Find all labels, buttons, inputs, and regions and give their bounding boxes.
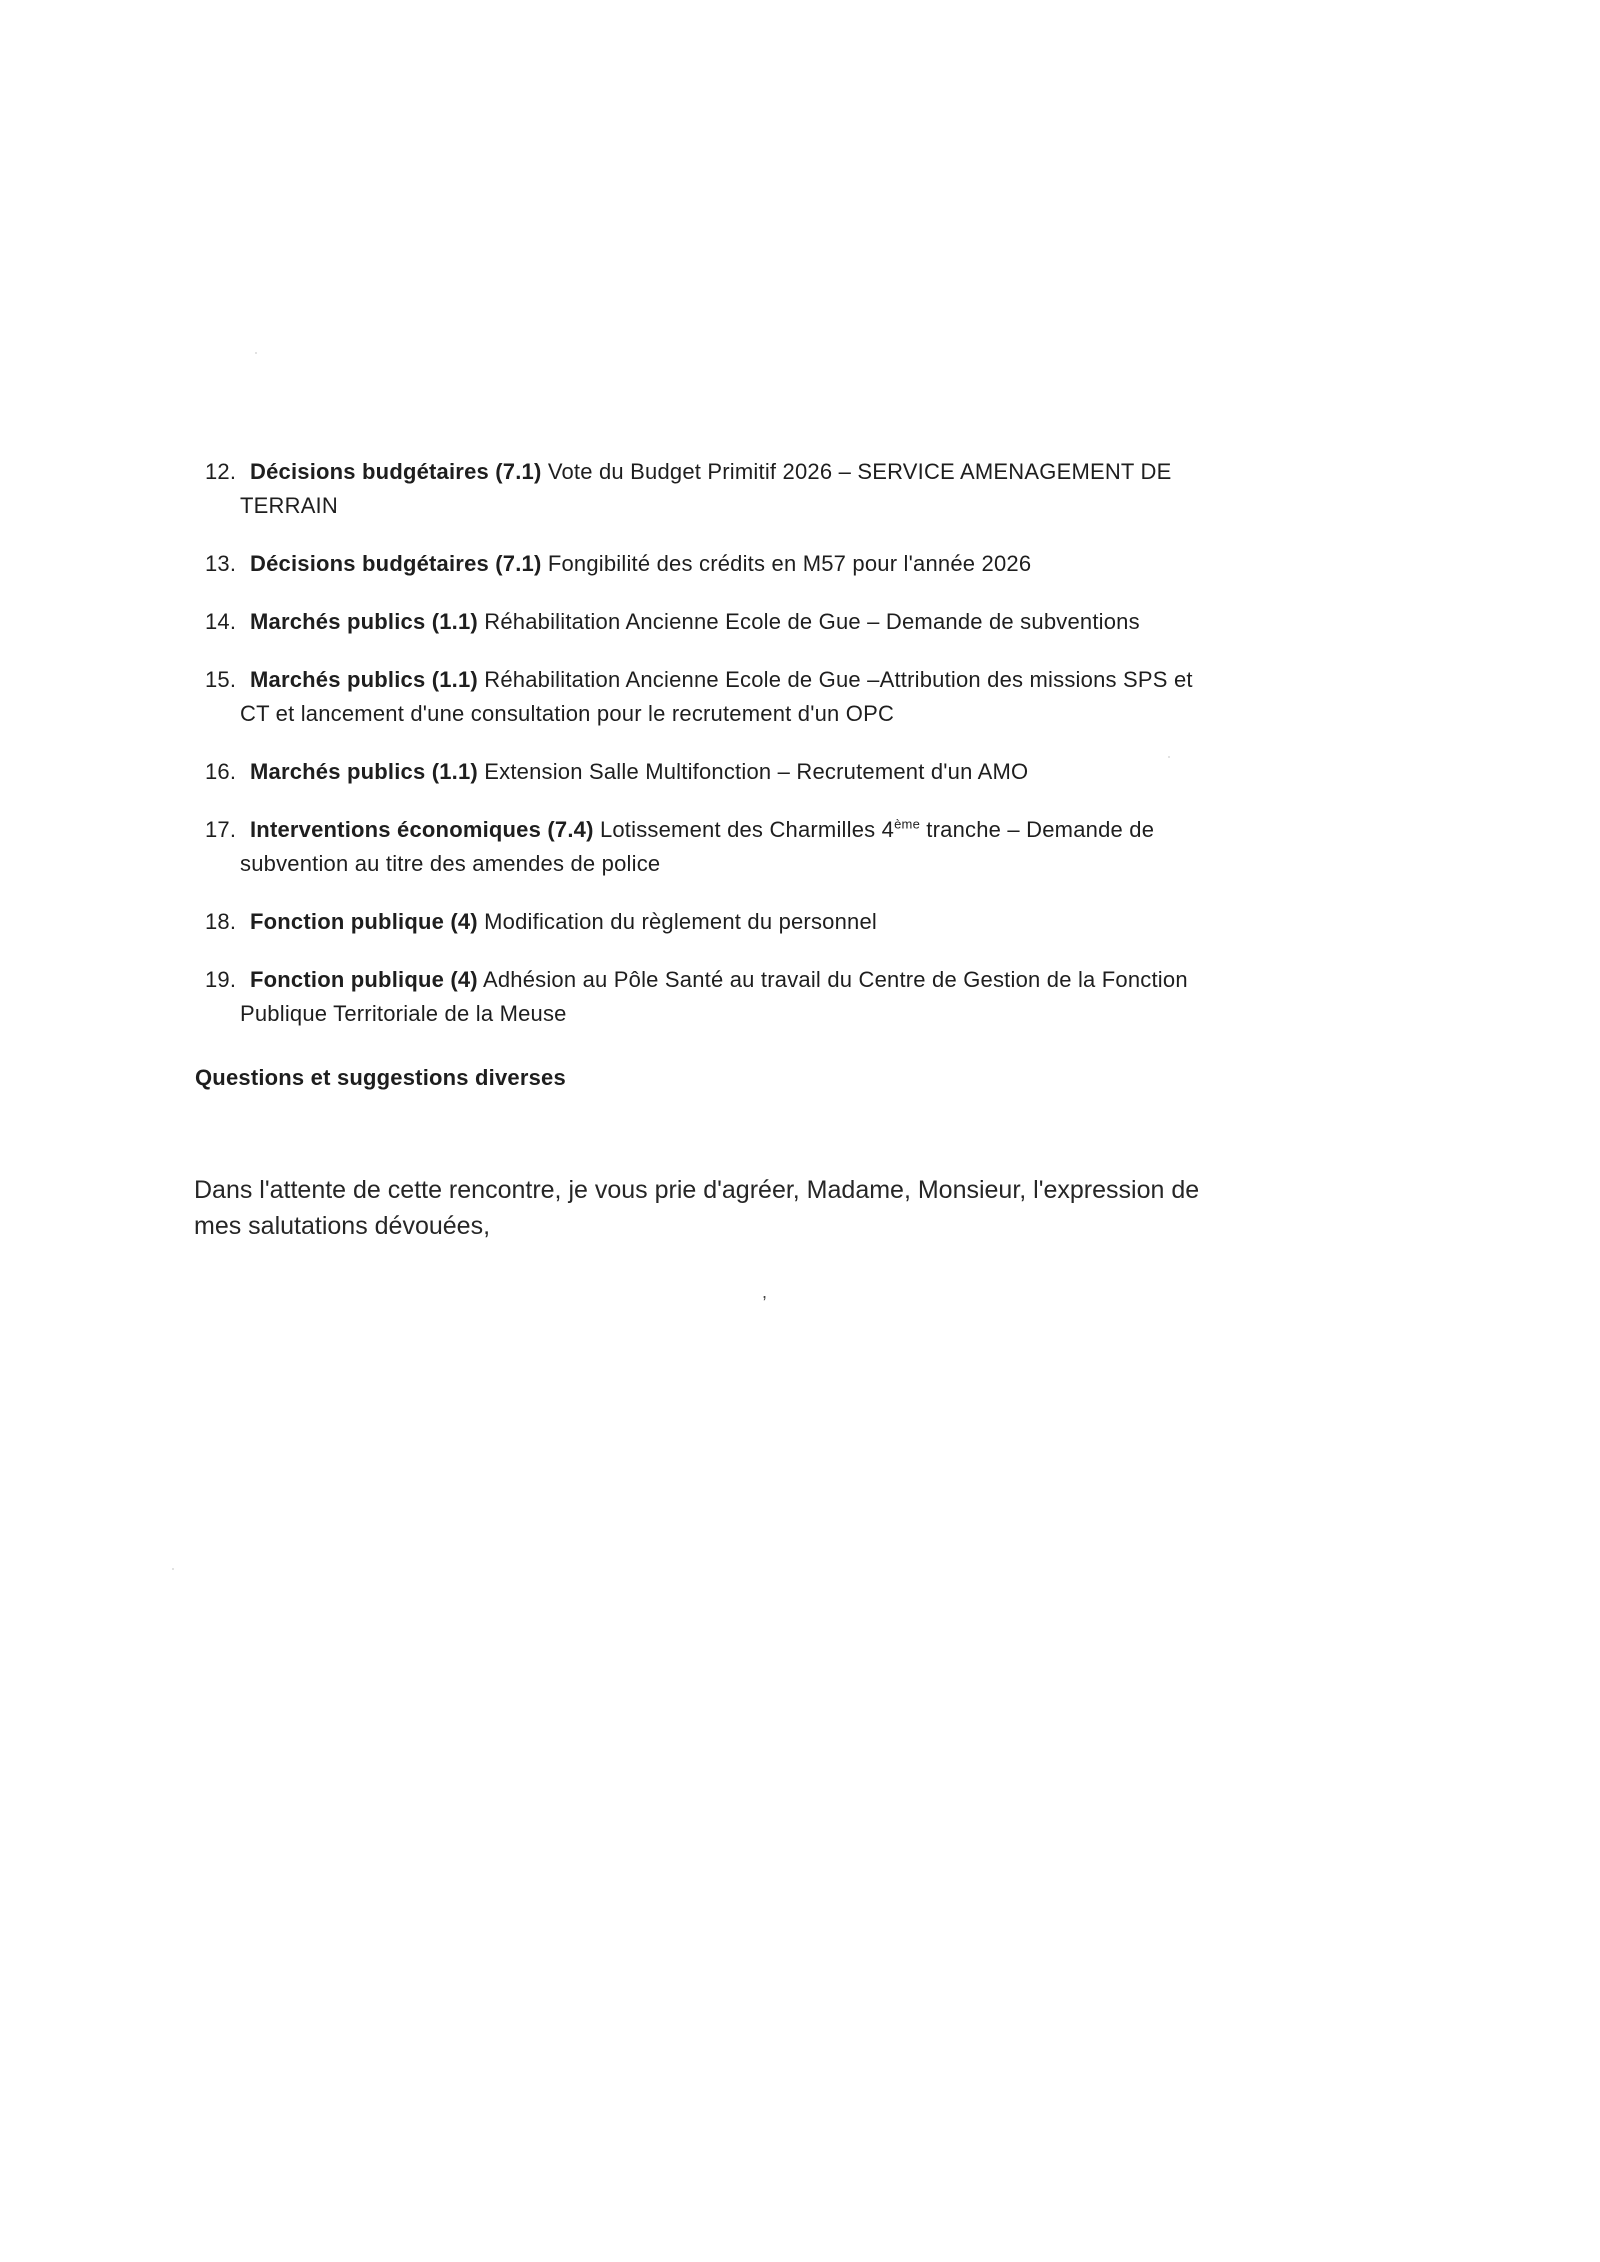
- item-code: (7.4): [547, 817, 594, 842]
- item-subject: Modification du règlement du personnel: [484, 909, 877, 934]
- item-subject: Réhabilitation Ancienne Ecole de Gue –Attribution des missions SPS et: [484, 667, 1193, 692]
- item-subject: Vote du Budget Primitif 2026 – SERVICE AMENAGEMENT DE: [547, 459, 1172, 484]
- agenda-item-19: [205, 963, 1265, 1031]
- item-subject-continued: CT et lancement d'une consultation pour le recrutement d'un OPC: [240, 701, 895, 726]
- item-content: [235, 755, 1265, 789]
- item-code: (4): [450, 909, 478, 934]
- item-number: 17.: [205, 817, 237, 842]
- item-subject: Réhabilitation Ancienne Ecole de Gue – Demande de subventions: [484, 609, 1140, 634]
- item-content: [235, 663, 1265, 731]
- item-category: Décisions budgétaires: [250, 551, 489, 576]
- item-subject: Lotissement des Charmilles 4: [599, 817, 895, 842]
- item-category: Fonction publique: [250, 967, 445, 992]
- item-code: (1.1): [431, 667, 478, 692]
- agenda-item-18: [205, 905, 1265, 939]
- agenda-item-13: [205, 547, 1265, 581]
- item-code: (7.1): [495, 459, 542, 484]
- closing-line-1: Dans l'attente de cette rencontre, je vous prie d'agréer, Madame, Monsieur, l'expression de: [194, 1176, 1200, 1204]
- item-subject-continued: Publique Territoriale de la Meuse: [240, 1001, 567, 1026]
- agenda-item-17: [205, 813, 1265, 881]
- item-code: (1.1): [431, 759, 478, 784]
- scan-speck: [255, 352, 257, 354]
- item-content: [235, 963, 1265, 1031]
- item-content: [235, 455, 1265, 523]
- section-title: Questions et suggestions diverses: [195, 1065, 566, 1090]
- agenda-item-12: [205, 455, 1265, 523]
- stray-mark: ,: [762, 1282, 768, 1302]
- item-category: Marchés publics: [250, 667, 426, 692]
- item-code: (4): [450, 967, 478, 992]
- item-category: Interventions économiques: [250, 817, 542, 842]
- item-number: 15.: [205, 667, 237, 692]
- item-category: Marchés publics: [250, 759, 426, 784]
- agenda-item-15: [205, 663, 1265, 731]
- scan-speck: [172, 1568, 174, 1570]
- item-subject: Adhésion au Pôle Santé au travail du Centre de Gestion de la Fonction: [482, 967, 1188, 992]
- item-number: 19.: [205, 967, 237, 992]
- item-subject: Extension Salle Multifonction – Recrutement d'un AMO: [484, 759, 1029, 784]
- agenda-list: [205, 455, 1265, 1055]
- item-number: 14.: [205, 609, 237, 634]
- item-number: 12.: [205, 459, 237, 484]
- item-number: 18.: [205, 909, 237, 934]
- item-content: [235, 813, 1265, 881]
- item-number: 16.: [205, 759, 237, 784]
- item-content: [235, 605, 1265, 639]
- agenda-item-16: [205, 755, 1265, 789]
- item-subject-continued: TERRAIN: [240, 493, 338, 518]
- closing-line-2: mes salutations dévouées,: [194, 1212, 491, 1240]
- item-code: (1.1): [431, 609, 478, 634]
- item-category: Marchés publics: [250, 609, 426, 634]
- item-content: [235, 547, 1265, 581]
- item-content: [235, 905, 1265, 939]
- item-number: 13.: [205, 551, 237, 576]
- item-category: Décisions budgétaires: [250, 459, 489, 484]
- closing-paragraph: [194, 1172, 1274, 1244]
- ordinal-suffix: ème: [894, 816, 920, 832]
- item-subject-end: tranche – Demande de: [920, 817, 1155, 842]
- item-category: Fonction publique: [250, 909, 445, 934]
- item-code: (7.1): [495, 551, 542, 576]
- item-subject: Fongibilité des crédits en M57 pour l'année 2026: [547, 551, 1032, 576]
- agenda-item-14: [205, 605, 1265, 639]
- item-subject-continued: subvention au titre des amendes de police: [240, 851, 661, 876]
- scan-speck: [1168, 756, 1170, 758]
